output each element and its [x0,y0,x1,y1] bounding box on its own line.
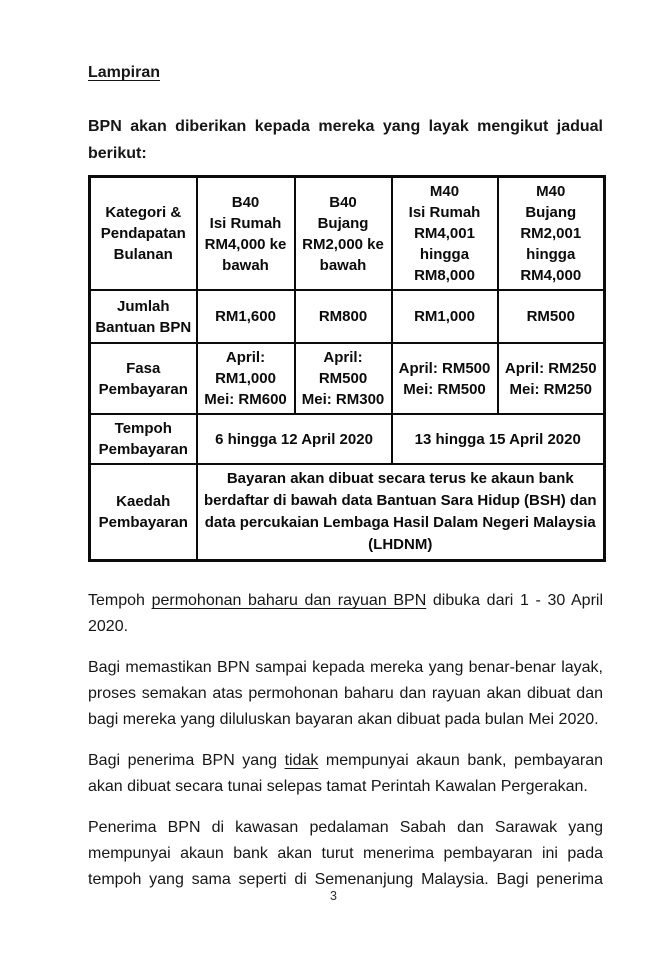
cell-tempoh-label: Tempoh Pembayaran [90,414,197,464]
cell-kategori-label: Kategori & Pendapatan Bulanan [90,177,197,291]
paragraph-tempoh-permohonan [88,588,603,640]
page-content [88,62,603,908]
cell-fasa-b40-isi-rumah: April: RM1,000 Mei: RM600 [197,343,295,414]
p3-text-post: mempunyai akaun bank, pembayaran akan dibuat secara tunai selepas tamat Perintah Kawalan Pergerakan. [88,752,603,795]
cell-fasa-m40-isi-rumah: April: RM500 Mei: RM500 [392,343,498,414]
paragraph-tiada-akaun-bank [88,748,603,800]
cell-jumlah-m40-bujang: RM500 [498,290,605,343]
cell-fasa-m40-bujang: April: RM250 Mei: RM250 [498,343,605,414]
paragraph-sabah-sarawak: Penerima BPN di kawasan pedalaman Sabah dan Sarawak yang mempunyai akaun bank akan turut menerima pembayaran ini pada tempoh yang sama seperti di Semenanjung Malaysia. Bagi penerima [88,819,603,888]
table-row-tempoh-pembayaran [90,414,605,464]
p3-text-pre: Bagi penerima BPN yang [88,752,285,769]
table-row-jumlah-bantuan [90,290,605,343]
cell-b40-bujang: B40 Bujang RM2,000 ke bawah [295,177,392,291]
cell-m40-bujang: M40 Bujang RM2,001 hingga RM4,000 [498,177,605,291]
cell-tempoh-m40: 13 hingga 15 April 2020 [392,414,605,464]
paragraph-semakan: Bagi memastikan BPN sampai kepada mereka yang benar-benar layak, proses semakan atas permohonan baharu dan rayuan akan dibuat dan bagi mereka yang diluluskan bayaran akan dibuat pada bulan Mei 2020. [88,659,603,728]
cell-fasa-label: Fasa Pembayaran [90,343,197,414]
cell-tempoh-b40: 6 hingga 12 April 2020 [197,414,392,464]
bpn-schedule-table [88,175,606,562]
cell-fasa-b40-bujang: April: RM500 Mei: RM300 [295,343,392,414]
p1-underlined-text: permohonan baharu dan rayuan BPN [151,592,427,609]
cell-jumlah-m40-isi-rumah: RM1,000 [392,290,498,343]
cell-m40-isi-rumah: M40 Isi Rumah RM4,001 hingga RM8,000 [392,177,498,291]
table-row-fasa-pembayaran [90,343,605,414]
page-number: 3 [330,889,337,903]
intro-paragraph: BPN akan diberikan kepada mereka yang layak mengikut jadual berikut: [88,118,603,162]
page-heading: Lampiran [88,64,161,81]
p1-text-pre: Tempoh [88,592,152,609]
cell-jumlah-label: Jumlah Bantuan BPN [90,290,197,343]
p3-underlined-text: tidak [284,752,319,769]
p1-text-post: dibuka dari 1 - 30 April 2020. [88,592,604,635]
table-row-kaedah-pembayaran [90,464,605,561]
cell-jumlah-b40-isi-rumah: RM1,600 [197,290,295,343]
cell-b40-isi-rumah: B40 Isi Rumah RM4,000 ke bawah [197,177,295,291]
cell-jumlah-b40-bujang: RM800 [295,290,392,343]
table-row-kategori [90,177,605,291]
cell-kaedah-label: Kaedah Pembayaran [90,464,197,561]
cell-kaedah-value: Bayaran akan dibuat secara terus ke akaun bank berdaftar di bawah data Bantuan Sara Hidup (BSH) dan data percukaian Lembaga Hasil Dalam Negeri Malaysia (LHDNM) [197,464,605,561]
